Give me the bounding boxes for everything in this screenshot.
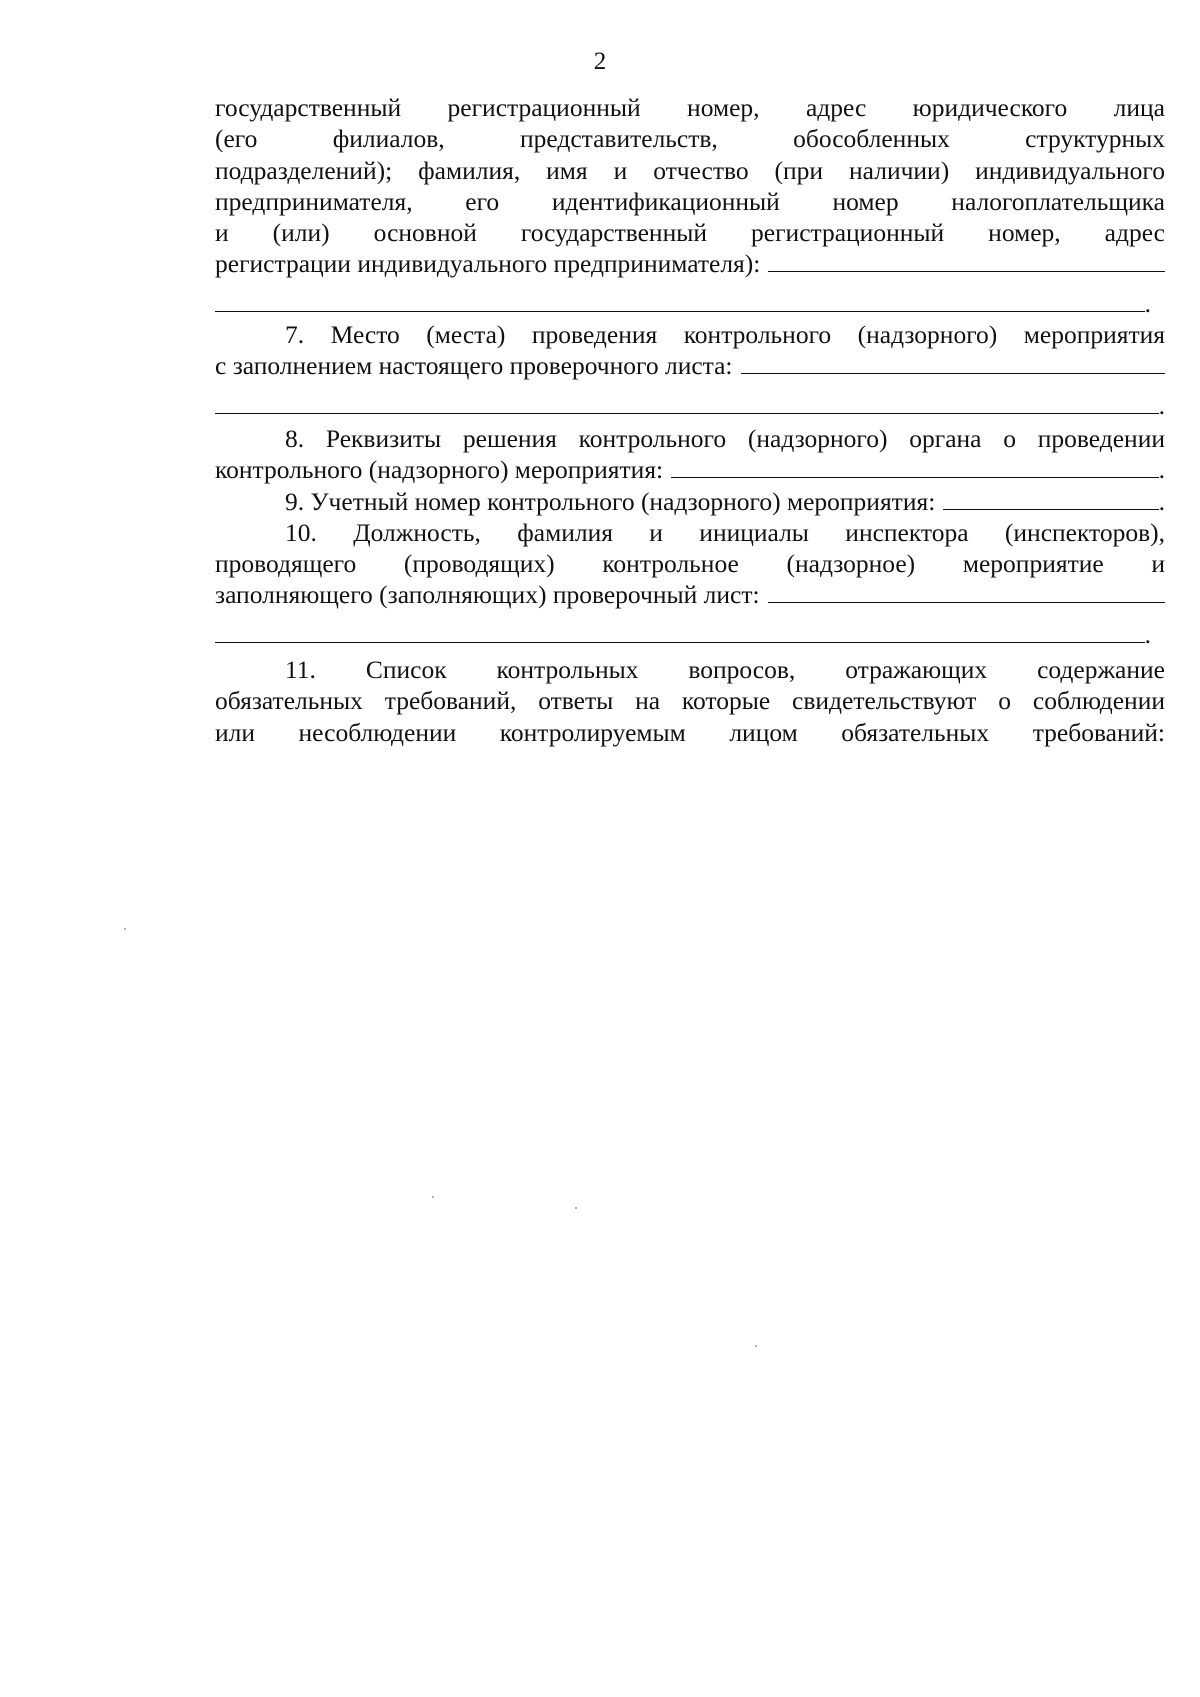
paragraph-6-line-6: [215, 248, 1165, 279]
paragraph-10-end-period: .: [1144, 619, 1151, 649]
paragraph-6-line-2: (его филиалов, представительств, обособленных структурных: [215, 124, 1165, 154]
paragraph-7-line-2-text: с заполнением настоящего проверочного листа:: [215, 351, 733, 381]
paragraph-10-line-3-text: заполняющего (заполняющих) проверочный лист:: [215, 580, 760, 610]
paragraph-6-line-5: и (или) основной государственный регистрационный номер, адрес: [215, 218, 1165, 248]
fill-in-blank-line[interactable]: [215, 391, 1159, 414]
paragraph-7-end-period: .: [1158, 390, 1165, 420]
paragraph-6-line-1: государственный регистрационный номер, адрес юридического лица: [215, 93, 1165, 122]
paragraph-7: [215, 319, 1165, 421]
fill-in-blank-line[interactable]: [671, 455, 1158, 478]
paragraph-11: [215, 654, 1165, 748]
paragraph-10-line-1: 10. Должность, фамилия и инициалы инспектора (инспекторов),: [285, 517, 1165, 547]
paragraph-6-line-4: предпринимателя, его идентификационный номер налогоплательщика: [215, 186, 1165, 216]
scan-speck: [575, 1207, 577, 1209]
paragraph-9-line-1-text: 9. Учетный номер контрольного (надзорного) мероприятия:: [285, 486, 936, 516]
paragraph-11-line-2: обязательных требований, ответы на которые свидетельствуют о соблюдении: [215, 686, 1165, 716]
paragraph-10-line-2: проводящего (проводящих) контрольное (надзорное) мероприятие и: [215, 549, 1165, 579]
scan-speck: [432, 1196, 434, 1198]
fill-in-blank-line[interactable]: [215, 289, 1145, 312]
fill-in-blank-line[interactable]: [741, 351, 1165, 374]
paragraph-9-line-1: [215, 486, 1165, 517]
paragraph-6-line-3: подразделений); фамилия, имя и отчество (при наличии) индивидуального: [215, 155, 1165, 185]
paragraph-10-line-3: [215, 579, 1165, 610]
paragraph-10: [215, 517, 1165, 650]
paragraph-9: [215, 486, 1165, 517]
paragraph-6-blank-row: [215, 288, 1165, 319]
scan-speck: [124, 928, 126, 930]
paragraph-8-end-period: .: [1158, 455, 1165, 485]
paragraph-8: [215, 423, 1165, 486]
document-body: [215, 92, 1165, 748]
fill-in-blank-line[interactable]: [215, 620, 1145, 643]
paragraph-7-line-2: [215, 350, 1165, 381]
paragraph-6: [215, 92, 1165, 319]
paragraph-8-line-2: [215, 454, 1165, 485]
paragraph-8-line-1: 8. Реквизиты решения контрольного (надзорного) органа о проведении: [285, 423, 1165, 453]
fill-in-blank-line[interactable]: [943, 487, 1158, 510]
page-number: 2: [593, 48, 607, 75]
paragraph-6-line-6-text: регистрации индивидуального предпринимателя):: [215, 249, 761, 279]
paragraph-7-blank-row: [215, 390, 1165, 421]
paragraph-11-line-1: 11. Список контрольных вопросов, отражающих содержание: [285, 655, 1165, 685]
paragraph-6-end-period: .: [1144, 288, 1151, 318]
paragraph-9-end-period: .: [1158, 486, 1165, 516]
fill-in-blank-line[interactable]: [768, 580, 1165, 603]
paragraph-10-blank-row: [215, 619, 1165, 650]
scan-speck: [755, 1345, 757, 1347]
paragraph-11-line-3: или несоблюдении контролируемым лицом обязательных требований:: [215, 717, 1165, 747]
fill-in-blank-line[interactable]: [768, 249, 1165, 272]
paragraph-7-line-1: 7. Место (места) проведения контрольного (надзорного) мероприятия: [285, 320, 1165, 350]
paragraph-8-line-2-text: контрольного (надзорного) мероприятия:: [215, 455, 664, 485]
